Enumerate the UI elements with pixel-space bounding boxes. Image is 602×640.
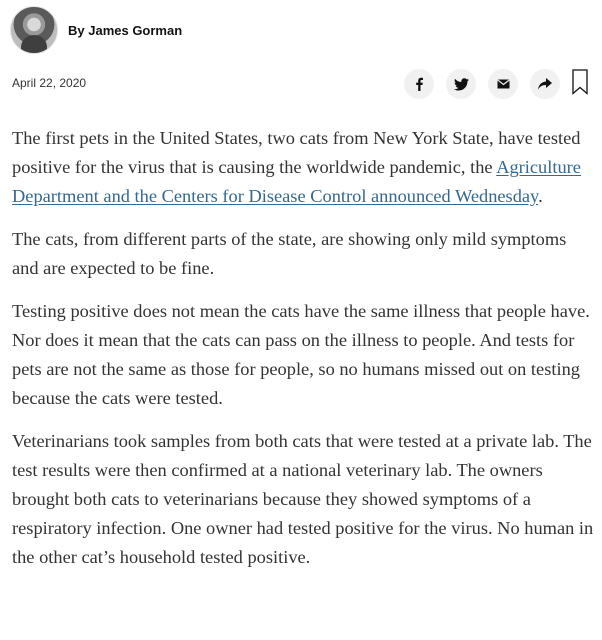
- paragraph-1-text: The first pets in the United States, two cats from New York State, have tested positive for the virus that is causing the worldwide pandemic, the: [12, 128, 581, 177]
- article-body: [12, 124, 596, 586]
- share-toolbar: [404, 68, 588, 100]
- save-bookmark-button[interactable]: [572, 69, 588, 100]
- byline-row: [10, 6, 182, 54]
- facebook-icon: [414, 77, 424, 91]
- facebook-share-button[interactable]: [404, 69, 434, 99]
- publish-date: April 22, 2020: [12, 76, 87, 90]
- email-icon: [497, 79, 510, 89]
- twitter-share-button[interactable]: [446, 69, 476, 99]
- paragraph-1: [12, 124, 596, 211]
- paragraph-4: Veterinarians took samples from both cats that were tested at a private lab. The test results were then confirmed at a national veterinary lab. The owners brought both cats to veterinarians because they showed symptoms of a respiratory infection. One owner had tested positive for the virus. No human in the other cat’s household tested positive.: [12, 431, 594, 567]
- author-avatar[interactable]: [10, 6, 58, 54]
- share-arrow-icon: [538, 78, 552, 90]
- paragraph-3: Testing positive does not mean the cats have the same illness that people have. Nor does it mean that the cats can pass on the illness to people. And tests for pets are not the same as those for people, so no humans missed out on testing because the cats were tested.: [12, 301, 590, 408]
- bookmark-icon: [572, 69, 588, 95]
- email-share-button[interactable]: [488, 69, 518, 99]
- author-byline[interactable]: By James Gorman: [68, 22, 183, 38]
- paragraph-2: The cats, from different parts of the state, are showing only mild symptoms and are expected to be fine.: [12, 229, 567, 278]
- more-share-button[interactable]: [530, 69, 560, 99]
- agriculture-cdc-link[interactable]: Agriculture Department and the Centers for Disease Control announced Wednesday: [12, 157, 581, 206]
- twitter-icon: [454, 78, 469, 91]
- paragraph-1-end: .: [538, 186, 543, 206]
